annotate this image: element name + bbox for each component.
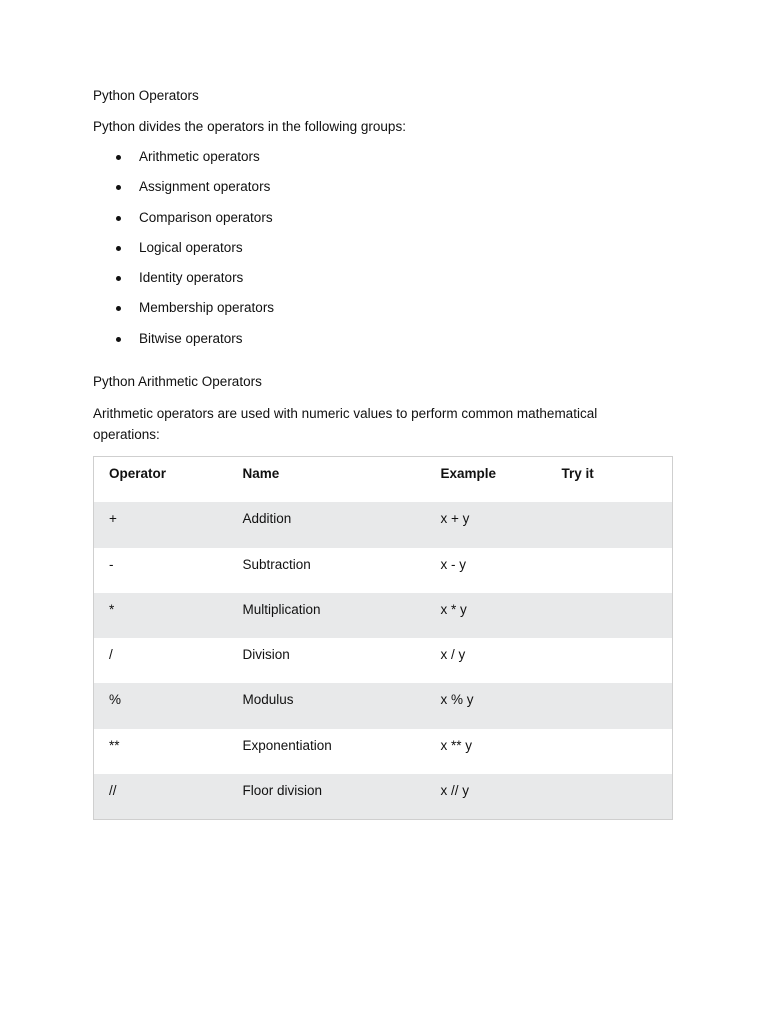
list-item-label: Bitwise operators	[139, 330, 243, 346]
list-item-label: Membership operators	[139, 300, 275, 316]
cell-name: Subtraction	[242, 556, 311, 572]
table-row	[94, 774, 673, 819]
list-item-label: Comparison operators	[139, 209, 273, 225]
header-try-it: Try it	[561, 465, 594, 481]
list-item	[93, 298, 673, 318]
header-name: Name	[242, 465, 280, 481]
table-row	[94, 593, 673, 638]
cell-operator: %	[109, 692, 122, 708]
bullet-icon	[116, 337, 121, 342]
table-row	[94, 683, 673, 728]
cell-try-it	[547, 638, 673, 683]
cell-name: Floor division	[242, 783, 323, 799]
cell-try-it	[547, 548, 673, 593]
cell-example: x ** y	[440, 737, 473, 753]
bullet-icon	[116, 276, 121, 281]
cell-operator: /	[109, 647, 113, 663]
header-example: Example	[440, 465, 497, 481]
list-item	[93, 208, 673, 228]
bullet-icon	[116, 216, 121, 221]
list-item	[93, 147, 673, 167]
cell-name: Modulus	[242, 692, 294, 708]
cell-try-it	[547, 502, 673, 547]
table-row	[94, 502, 673, 547]
cell-operator: -	[109, 556, 114, 572]
section-description: Arithmetic operators are used with numeric values to perform common mathematical operations:	[93, 405, 598, 442]
list-item	[93, 238, 673, 258]
cell-operator: *	[109, 601, 115, 617]
list-item-label: Assignment operators	[139, 179, 271, 195]
doc-title: Python Operators	[93, 88, 199, 103]
cell-operator: +	[109, 511, 117, 527]
cell-example: x - y	[440, 556, 466, 572]
cell-name: Exponentiation	[242, 737, 332, 753]
cell-try-it	[547, 683, 673, 728]
operator-groups-list	[93, 147, 673, 349]
cell-try-it	[547, 593, 673, 638]
doc-intro: Python divides the operators in the following groups:	[93, 119, 406, 134]
bullet-icon	[116, 155, 121, 160]
cell-example: x % y	[440, 692, 474, 708]
list-item-label: Logical operators	[139, 239, 243, 255]
bullet-icon	[116, 185, 121, 190]
cell-try-it	[547, 774, 673, 819]
header-operator: Operator	[109, 465, 167, 481]
cell-example: x // y	[440, 783, 470, 799]
bullet-icon	[116, 306, 121, 311]
cell-example: x + y	[440, 511, 470, 527]
list-item	[93, 177, 673, 197]
document-page	[93, 86, 673, 820]
table-row	[94, 729, 673, 774]
cell-name: Multiplication	[242, 601, 321, 617]
bullet-icon	[116, 246, 121, 251]
list-item-label: Arithmetic operators	[139, 149, 260, 164]
section-title: Python Arithmetic Operators	[93, 373, 262, 389]
cell-name: Addition	[242, 511, 292, 527]
cell-example: x * y	[440, 601, 467, 617]
table-row	[94, 638, 673, 683]
list-item	[93, 329, 673, 349]
cell-try-it	[547, 729, 673, 774]
cell-operator: //	[109, 783, 117, 799]
cell-example: x / y	[440, 647, 466, 663]
table-header-row	[94, 456, 673, 502]
list-item-label: Identity operators	[139, 270, 244, 286]
cell-operator: **	[109, 737, 120, 753]
list-item	[93, 268, 673, 288]
table-row	[94, 548, 673, 593]
arithmetic-operators-table	[93, 456, 673, 820]
cell-name: Division	[242, 647, 290, 663]
